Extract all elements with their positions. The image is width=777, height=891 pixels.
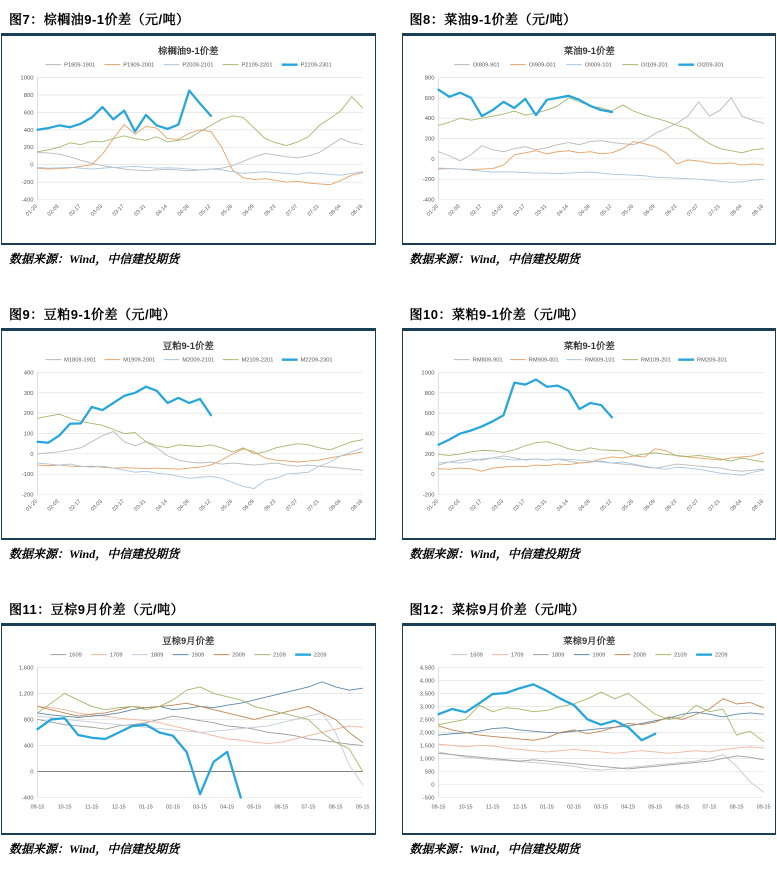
fig10-title: 图10：菜粕9-1价差（元/吨）: [409, 306, 585, 322]
svg-text:0: 0: [430, 156, 435, 163]
svg-text:07-07: 07-07: [285, 203, 300, 218]
svg-text:800: 800: [23, 717, 34, 724]
svg-text:-500: -500: [422, 795, 435, 802]
svg-text:02-17: 02-17: [468, 498, 483, 513]
svg-text:100: 100: [23, 431, 34, 438]
svg-text:OI909-001: OI909-001: [528, 62, 556, 69]
svg-text:400: 400: [424, 116, 435, 123]
svg-text:-400: -400: [21, 197, 34, 204]
rapeseed-palm-sep-spread-chart: [405, 630, 774, 833]
svg-text:03-03: 03-03: [490, 498, 505, 513]
svg-text:-200: -200: [422, 177, 435, 184]
svg-text:01-15: 01-15: [539, 804, 554, 811]
svg-text:01-20: 01-20: [24, 203, 39, 218]
svg-text:1,200: 1,200: [18, 691, 34, 698]
svg-text:4,500: 4,500: [419, 665, 435, 672]
svg-text:04-28: 04-28: [176, 203, 191, 218]
panel-fig12: [402, 596, 777, 859]
svg-text:05-26: 05-26: [219, 203, 235, 218]
chart-svg: [4, 40, 373, 243]
svg-text:09-15: 09-15: [30, 804, 45, 811]
svg-text:04-14: 04-14: [154, 203, 169, 218]
chart-svg: [4, 630, 373, 833]
svg-text:OI109-201: OI109-201: [640, 62, 668, 69]
svg-text:08-04: 08-04: [728, 203, 743, 218]
svg-text:07-07: 07-07: [685, 498, 700, 513]
fig8-chart-area: [402, 36, 777, 243]
svg-text:600: 600: [424, 95, 435, 102]
svg-text:02-17: 02-17: [468, 203, 483, 218]
svg-text:04-28: 04-28: [176, 498, 191, 513]
svg-text:01-15: 01-15: [138, 804, 153, 811]
svg-text:06-23: 06-23: [263, 498, 278, 513]
svg-text:06-09: 06-09: [642, 498, 657, 513]
svg-text:09-15: 09-15: [355, 804, 370, 811]
svg-text:04-15: 04-15: [620, 804, 635, 811]
svg-text:03-31: 03-31: [533, 203, 548, 218]
svg-text:1609: 1609: [469, 652, 483, 659]
svg-text:07-21: 07-21: [306, 203, 321, 218]
svg-text:400: 400: [23, 127, 34, 134]
svg-text:09-15: 09-15: [756, 804, 771, 811]
svg-text:01-20: 01-20: [425, 498, 440, 513]
fig12-chart-area: [402, 626, 777, 833]
svg-text:300: 300: [23, 390, 34, 397]
fig11-title: 图11：豆棕9月价差（元/吨）: [9, 601, 185, 617]
svg-text:600: 600: [23, 110, 34, 117]
svg-text:菜粕9-1价差: 菜粕9-1价差: [563, 340, 615, 351]
svg-text:2209: 2209: [313, 652, 327, 659]
svg-text:RM209-301: RM209-301: [696, 357, 727, 364]
rapeseed-meal-9-1-spread-chart: [405, 335, 774, 538]
panel-fig7: [1, 6, 376, 269]
svg-text:03-17: 03-17: [111, 203, 126, 218]
svg-text:06-23: 06-23: [263, 203, 278, 218]
svg-text:OI009-101: OI009-101: [584, 62, 612, 69]
data-source-label: 数据来源：Wind，中信建投期货: [409, 251, 580, 266]
svg-text:07-21: 07-21: [306, 498, 321, 513]
svg-text:03-15: 03-15: [193, 804, 207, 811]
panel-fig11: [1, 596, 376, 859]
svg-text:04-14: 04-14: [154, 498, 169, 513]
svg-text:1609: 1609: [69, 652, 82, 659]
fig9-chart-area: [1, 331, 376, 538]
svg-text:-400: -400: [21, 795, 34, 802]
svg-text:800: 800: [23, 92, 34, 99]
svg-text:07-21: 07-21: [707, 203, 722, 218]
svg-text:03-31: 03-31: [133, 203, 148, 218]
svg-text:01-20: 01-20: [425, 203, 440, 218]
chart-svg: [405, 40, 774, 243]
svg-text:3,500: 3,500: [419, 691, 435, 698]
svg-text:06-23: 06-23: [663, 498, 678, 513]
svg-text:0: 0: [430, 472, 435, 479]
data-source-label: 数据来源：Wind，中信建投期货: [9, 841, 180, 856]
svg-text:04-28: 04-28: [577, 498, 592, 513]
data-source-label: 数据来源：Wind，中信建投期货: [409, 841, 580, 856]
svg-text:400: 400: [23, 370, 34, 377]
chart-svg: [4, 335, 373, 538]
svg-text:200: 200: [23, 411, 34, 418]
svg-text:03-17: 03-17: [512, 498, 527, 513]
svg-text:OI809-901: OI809-901: [472, 62, 500, 69]
svg-text:200: 200: [23, 145, 34, 152]
svg-text:M2009-2101: M2009-2101: [182, 357, 215, 364]
svg-text:07-07: 07-07: [285, 498, 300, 513]
panel-fig10: [402, 301, 777, 564]
svg-text:05-12: 05-12: [198, 203, 213, 218]
svg-text:03-15: 03-15: [593, 804, 608, 811]
svg-text:M1809-1901: M1809-1901: [64, 357, 97, 364]
svg-text:1000: 1000: [420, 370, 435, 377]
svg-text:04-14: 04-14: [555, 498, 570, 513]
svg-text:200: 200: [424, 136, 435, 143]
svg-text:02-17: 02-17: [68, 203, 83, 218]
svg-text:08-18: 08-18: [750, 498, 765, 513]
svg-text:1,500: 1,500: [419, 743, 435, 750]
svg-text:P2209-2301: P2209-2301: [300, 62, 332, 69]
soybean-meal-9-1-spread-chart: [4, 335, 373, 538]
svg-text:12-15: 12-15: [512, 804, 527, 811]
svg-text:-200: -200: [422, 492, 435, 499]
svg-text:1709: 1709: [109, 652, 123, 659]
svg-text:1,000: 1,000: [419, 756, 435, 763]
svg-text:05-12: 05-12: [198, 498, 213, 513]
svg-text:RM009-101: RM009-101: [584, 357, 615, 364]
svg-text:08-04: 08-04: [328, 498, 343, 513]
svg-text:2109: 2109: [673, 652, 687, 659]
svg-text:0: 0: [30, 451, 34, 458]
svg-text:500: 500: [424, 769, 435, 776]
svg-text:M1909-2001: M1909-2001: [123, 357, 156, 364]
data-source-label: 数据来源：Wind，中信建投期货: [9, 251, 180, 266]
svg-text:05-26: 05-26: [620, 498, 635, 513]
svg-text:05-12: 05-12: [598, 498, 613, 513]
svg-text:菜油9-1价差: 菜油9-1价差: [563, 45, 615, 56]
svg-text:03-03: 03-03: [89, 203, 104, 218]
svg-text:P2109-2201: P2109-2201: [241, 62, 273, 69]
svg-text:1809: 1809: [551, 652, 564, 659]
svg-text:M2109-2201: M2109-2201: [241, 357, 274, 364]
panel-fig8: [402, 6, 777, 269]
svg-text:RM109-201: RM109-201: [640, 357, 671, 364]
fig10-chart-area: [402, 331, 777, 538]
svg-text:05-26: 05-26: [219, 498, 235, 513]
svg-text:03-17: 03-17: [111, 498, 126, 513]
svg-text:1,600: 1,600: [18, 665, 34, 672]
svg-text:2009: 2009: [632, 652, 646, 659]
svg-text:-200: -200: [21, 180, 34, 187]
svg-text:1909: 1909: [191, 652, 205, 659]
svg-text:P1909-2001: P1909-2001: [123, 62, 155, 69]
svg-text:11-15: 11-15: [84, 804, 99, 811]
svg-text:2,500: 2,500: [419, 717, 435, 724]
svg-text:P1809-1901: P1809-1901: [64, 62, 96, 69]
svg-text:2009: 2009: [232, 652, 245, 659]
svg-text:P2009-2101: P2009-2101: [182, 62, 214, 69]
svg-text:06-09: 06-09: [241, 498, 256, 513]
chart-svg: [405, 630, 774, 833]
svg-text:01-20: 01-20: [24, 498, 39, 513]
svg-text:菜棕9月价差: 菜棕9月价差: [562, 635, 615, 646]
svg-text:0: 0: [30, 162, 34, 169]
panel-fig9: [1, 301, 376, 564]
svg-text:05-15: 05-15: [247, 804, 262, 811]
svg-text:1909: 1909: [592, 652, 605, 659]
svg-text:3,000: 3,000: [419, 704, 435, 711]
svg-text:02-03: 02-03: [46, 203, 61, 218]
svg-text:06-15: 06-15: [674, 804, 689, 811]
svg-text:豆棕9月价差: 豆棕9月价差: [162, 635, 215, 646]
svg-text:02-03: 02-03: [447, 498, 462, 513]
svg-text:800: 800: [424, 390, 435, 397]
svg-text:06-09: 06-09: [642, 203, 657, 218]
svg-text:03-03: 03-03: [89, 498, 104, 513]
svg-text:04-14: 04-14: [555, 203, 570, 218]
svg-text:800: 800: [424, 75, 435, 82]
svg-text:03-17: 03-17: [512, 203, 527, 218]
svg-text:08-04: 08-04: [728, 498, 743, 513]
svg-text:02-15: 02-15: [566, 804, 581, 811]
svg-text:08-18: 08-18: [350, 498, 365, 513]
svg-text:04-28: 04-28: [577, 203, 592, 218]
svg-text:08-15: 08-15: [328, 804, 343, 811]
fig7-chart-area: [1, 36, 376, 243]
svg-text:2209: 2209: [714, 652, 728, 659]
svg-text:05-26: 05-26: [620, 203, 635, 218]
svg-text:08-15: 08-15: [729, 804, 743, 811]
svg-text:03-03: 03-03: [490, 203, 505, 218]
svg-text:07-21: 07-21: [707, 498, 722, 513]
chart-svg: [405, 335, 774, 538]
data-source-label: 数据来源：Wind，中信建投期货: [9, 546, 180, 561]
svg-text:07-15: 07-15: [301, 804, 316, 811]
svg-text:07-07: 07-07: [685, 203, 700, 218]
fig7-title: 图7：棕榈油9-1价差（元/吨）: [9, 12, 190, 27]
palm-oil-9-1-spread-chart: [4, 40, 373, 243]
svg-text:03-31: 03-31: [133, 498, 148, 513]
svg-text:08-18: 08-18: [350, 203, 365, 218]
fig11-chart-area: [1, 626, 376, 833]
svg-text:400: 400: [424, 431, 435, 438]
svg-text:03-31: 03-31: [533, 498, 548, 513]
svg-text:07-15: 07-15: [702, 804, 716, 811]
svg-text:棕榈油9-1价差: 棕榈油9-1价差: [158, 45, 219, 56]
fig8-title: 图8：菜油9-1价差（元/吨）: [409, 12, 577, 27]
svg-text:0: 0: [430, 782, 435, 789]
svg-text:06-23: 06-23: [663, 203, 678, 218]
svg-text:02-17: 02-17: [68, 498, 83, 513]
svg-text:05-12: 05-12: [598, 203, 613, 218]
fig12-title: 图12：菜棕9月价差（元/吨）: [409, 601, 586, 617]
svg-text:02-03: 02-03: [46, 498, 61, 513]
svg-text:02-03: 02-03: [447, 203, 462, 218]
svg-text:RM909-001: RM909-001: [528, 357, 559, 364]
svg-text:2109: 2109: [273, 652, 286, 659]
svg-text:1809: 1809: [150, 652, 164, 659]
svg-text:12-15: 12-15: [111, 804, 126, 811]
svg-text:10-15: 10-15: [57, 804, 72, 811]
svg-text:-400: -400: [422, 197, 435, 204]
fig9-title: 图9：豆粕9-1价差（元/吨）: [9, 306, 177, 322]
svg-text:02-15: 02-15: [166, 804, 180, 811]
svg-text:1709: 1709: [510, 652, 524, 659]
svg-text:-100: -100: [21, 472, 34, 479]
svg-text:OI209-301: OI209-301: [696, 62, 724, 69]
soy-palm-sep-spread-chart: [4, 630, 373, 833]
svg-text:2,000: 2,000: [419, 730, 435, 737]
svg-text:08-18: 08-18: [750, 203, 765, 218]
svg-text:06-15: 06-15: [274, 804, 289, 811]
svg-text:400: 400: [23, 743, 34, 750]
svg-text:09-15: 09-15: [431, 804, 445, 811]
svg-text:08-04: 08-04: [328, 203, 343, 218]
svg-text:11-15: 11-15: [485, 804, 499, 811]
svg-text:200: 200: [424, 451, 435, 458]
svg-text:豆粕9-1价差: 豆粕9-1价差: [162, 340, 214, 351]
svg-text:600: 600: [424, 411, 435, 418]
svg-text:04-15: 04-15: [220, 804, 235, 811]
svg-text:M2209-2301: M2209-2301: [300, 357, 333, 364]
svg-text:06-09: 06-09: [241, 203, 256, 218]
svg-text:-200: -200: [21, 492, 34, 499]
svg-text:1000: 1000: [20, 75, 34, 82]
svg-text:RM809-901: RM809-901: [472, 357, 503, 364]
svg-text:10-15: 10-15: [458, 804, 473, 811]
svg-text:4,000: 4,000: [419, 678, 435, 685]
svg-text:0: 0: [30, 769, 34, 776]
svg-text:05-15: 05-15: [647, 804, 662, 811]
rapeseed-oil-9-1-spread-chart: [405, 40, 774, 243]
data-source-label: 数据来源：Wind，中信建投期货: [409, 546, 580, 561]
